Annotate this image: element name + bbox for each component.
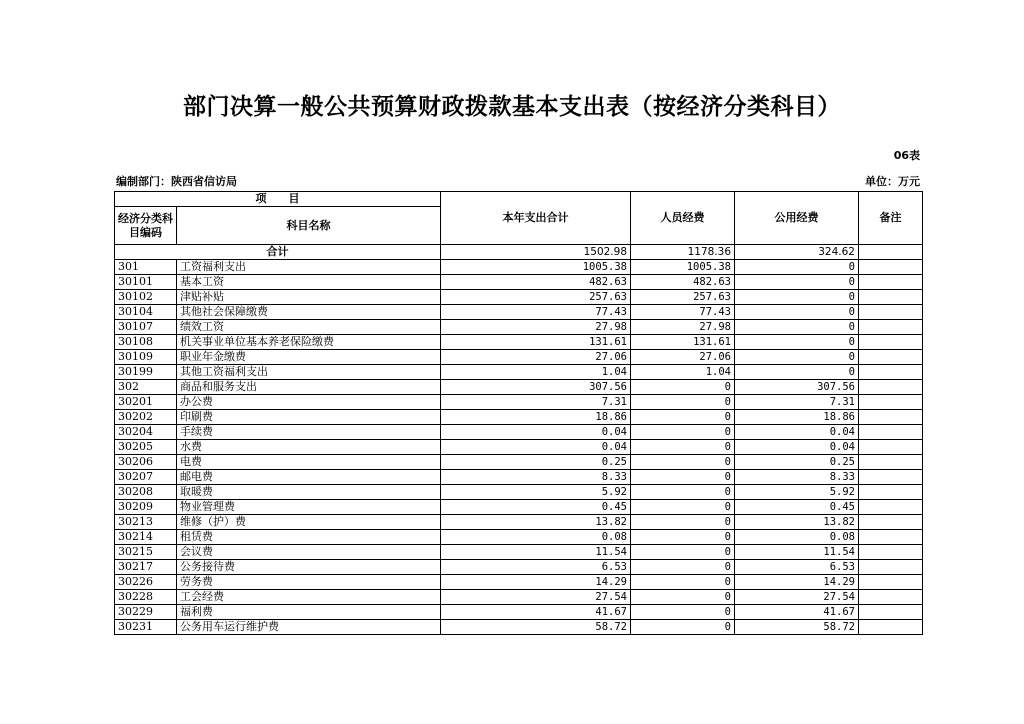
table-row (115, 560, 923, 575)
row-name: 其他社会保障缴费 (177, 305, 441, 320)
header-personnel: 人员经费 (631, 192, 735, 245)
row-remark (859, 320, 923, 335)
row-code: 30228 (115, 590, 177, 605)
row-remark (859, 560, 923, 575)
row-total: 0.25 (441, 455, 631, 470)
row-public: 18.86 (735, 410, 859, 425)
row-total: 0.45 (441, 500, 631, 515)
row-total: 0.08 (441, 530, 631, 545)
row-code: 30199 (115, 365, 177, 380)
row-remark (859, 350, 923, 365)
row-remark (859, 605, 923, 620)
table-row (115, 305, 923, 320)
row-personnel: 0 (631, 515, 735, 530)
row-total: 41.67 (441, 605, 631, 620)
row-total: 482.63 (441, 275, 631, 290)
row-remark (859, 305, 923, 320)
row-remark (859, 395, 923, 410)
row-name: 办公费 (177, 395, 441, 410)
row-code: 30229 (115, 605, 177, 620)
row-public: 7.31 (735, 395, 859, 410)
row-personnel: 0 (631, 500, 735, 515)
row-code: 301 (115, 260, 177, 275)
row-name: 机关事业单位基本养老保险缴费 (177, 335, 441, 350)
table-row (115, 545, 923, 560)
compiling-department: 编制部门：陕西省信访局 (116, 175, 237, 188)
row-name: 职业年金缴费 (177, 350, 441, 365)
table-row (115, 290, 923, 305)
row-remark (859, 380, 923, 395)
row-public: 0 (735, 320, 859, 335)
table-row (115, 455, 923, 470)
row-remark (859, 530, 923, 545)
header-public: 公用经费 (735, 192, 859, 245)
table-row (115, 380, 923, 395)
row-name: 工资福利支出 (177, 260, 441, 275)
row-name: 会议费 (177, 545, 441, 560)
row-name: 劳务费 (177, 575, 441, 590)
total-amount: 1502.98 (441, 245, 631, 260)
row-remark (859, 575, 923, 590)
total-label: 合计 (115, 245, 441, 260)
header-remark: 备注 (859, 192, 923, 245)
row-remark (859, 425, 923, 440)
row-name: 物业管理费 (177, 500, 441, 515)
row-code: 30207 (115, 470, 177, 485)
row-code: 30206 (115, 455, 177, 470)
row-total: 8.33 (441, 470, 631, 485)
row-name: 其他工资福利支出 (177, 365, 441, 380)
row-personnel: 0 (631, 530, 735, 545)
row-name: 公务用车运行维护费 (177, 620, 441, 635)
table-body (115, 245, 923, 635)
row-total: 1005.38 (441, 260, 631, 275)
table-row (115, 410, 923, 425)
row-name: 福利费 (177, 605, 441, 620)
row-total: 0.04 (441, 440, 631, 455)
row-personnel: 0 (631, 380, 735, 395)
row-name: 租赁费 (177, 530, 441, 545)
row-name: 取暖费 (177, 485, 441, 500)
header-name: 科目名称 (177, 207, 441, 245)
row-public: 0.45 (735, 500, 859, 515)
total-row (115, 245, 923, 260)
row-personnel: 0 (631, 605, 735, 620)
row-personnel: 0 (631, 440, 735, 455)
page-title: 部门决算一般公共预算财政拨款基本支出表（按经济分类科目） (183, 94, 841, 120)
row-public: 8.33 (735, 470, 859, 485)
row-public: 5.92 (735, 485, 859, 500)
row-personnel: 131.61 (631, 335, 735, 350)
row-total: 7.31 (441, 395, 631, 410)
row-personnel: 0 (631, 575, 735, 590)
row-personnel: 27.98 (631, 320, 735, 335)
row-remark (859, 515, 923, 530)
unit-label: 单位：万元 (865, 175, 920, 188)
row-total: 13.82 (441, 515, 631, 530)
row-code: 30231 (115, 620, 177, 635)
row-code: 30215 (115, 545, 177, 560)
table-row (115, 275, 923, 290)
header-item: 项 目 (115, 192, 441, 207)
total-remark (859, 245, 923, 260)
row-public: 0 (735, 365, 859, 380)
row-public: 14.29 (735, 575, 859, 590)
row-public: 0 (735, 350, 859, 365)
table-row (115, 530, 923, 545)
row-public: 27.54 (735, 590, 859, 605)
row-remark (859, 275, 923, 290)
table-row (115, 515, 923, 530)
row-personnel: 0 (631, 545, 735, 560)
row-remark (859, 590, 923, 605)
row-total: 27.54 (441, 590, 631, 605)
row-name: 印刷费 (177, 410, 441, 425)
row-public: 0.25 (735, 455, 859, 470)
table-row (115, 590, 923, 605)
row-public: 0.04 (735, 425, 859, 440)
total-public: 324.62 (735, 245, 859, 260)
row-name: 商品和服务支出 (177, 380, 441, 395)
row-remark (859, 365, 923, 380)
row-public: 0.04 (735, 440, 859, 455)
row-name: 电费 (177, 455, 441, 470)
row-name: 邮电费 (177, 470, 441, 485)
row-code: 30107 (115, 320, 177, 335)
row-total: 27.98 (441, 320, 631, 335)
row-code: 30214 (115, 530, 177, 545)
row-remark (859, 500, 923, 515)
row-total: 5.92 (441, 485, 631, 500)
row-total: 131.61 (441, 335, 631, 350)
row-total: 257.63 (441, 290, 631, 305)
row-name: 津贴补贴 (177, 290, 441, 305)
row-personnel: 27.06 (631, 350, 735, 365)
row-code: 30104 (115, 305, 177, 320)
table-row (115, 425, 923, 440)
row-name: 基本工资 (177, 275, 441, 290)
row-remark (859, 260, 923, 275)
row-code: 30202 (115, 410, 177, 425)
row-remark (859, 545, 923, 560)
row-remark (859, 410, 923, 425)
row-code: 30208 (115, 485, 177, 500)
row-code: 30201 (115, 395, 177, 410)
row-public: 58.72 (735, 620, 859, 635)
total-personnel: 1178.36 (631, 245, 735, 260)
row-total: 77.43 (441, 305, 631, 320)
row-remark (859, 440, 923, 455)
row-code: 302 (115, 380, 177, 395)
row-personnel: 1.04 (631, 365, 735, 380)
row-code: 30213 (115, 515, 177, 530)
row-personnel: 0 (631, 410, 735, 425)
table-row (115, 485, 923, 500)
table-row (115, 260, 923, 275)
row-total: 27.06 (441, 350, 631, 365)
row-remark (859, 290, 923, 305)
row-code: 30205 (115, 440, 177, 455)
table-row (115, 365, 923, 380)
row-code: 30108 (115, 335, 177, 350)
header-total: 本年支出合计 (441, 192, 631, 245)
row-name: 工会经费 (177, 590, 441, 605)
table-row (115, 320, 923, 335)
table-row (115, 440, 923, 455)
row-public: 0 (735, 275, 859, 290)
row-name: 公务接待费 (177, 560, 441, 575)
row-public: 11.54 (735, 545, 859, 560)
row-public: 307.56 (735, 380, 859, 395)
row-personnel: 0 (631, 590, 735, 605)
header-row-top (115, 192, 923, 207)
row-remark (859, 485, 923, 500)
row-total: 14.29 (441, 575, 631, 590)
row-name: 手续费 (177, 425, 441, 440)
row-code: 30109 (115, 350, 177, 365)
row-code: 30209 (115, 500, 177, 515)
table-row (115, 605, 923, 620)
row-total: 58.72 (441, 620, 631, 635)
row-personnel: 0 (631, 485, 735, 500)
table-row (115, 575, 923, 590)
row-public: 6.53 (735, 560, 859, 575)
row-total: 307.56 (441, 380, 631, 395)
row-total: 6.53 (441, 560, 631, 575)
row-name: 绩效工资 (177, 320, 441, 335)
row-public: 0.08 (735, 530, 859, 545)
row-code: 30204 (115, 425, 177, 440)
row-code: 30217 (115, 560, 177, 575)
row-remark (859, 620, 923, 635)
row-personnel: 0 (631, 425, 735, 440)
row-name: 维修（护）费 (177, 515, 441, 530)
row-personnel: 482.63 (631, 275, 735, 290)
row-personnel: 0 (631, 620, 735, 635)
row-personnel: 0 (631, 470, 735, 485)
row-personnel: 257.63 (631, 290, 735, 305)
row-remark (859, 470, 923, 485)
table-number: 06表 (893, 149, 920, 162)
expenditure-table (114, 191, 923, 635)
row-name: 水费 (177, 440, 441, 455)
table-row (115, 620, 923, 635)
row-total: 11.54 (441, 545, 631, 560)
table-row (115, 395, 923, 410)
table-row (115, 500, 923, 515)
row-public: 0 (735, 290, 859, 305)
row-personnel: 0 (631, 455, 735, 470)
row-code: 30101 (115, 275, 177, 290)
header-code: 经济分类科目编码 (115, 207, 177, 245)
row-remark (859, 335, 923, 350)
row-remark (859, 455, 923, 470)
table-row (115, 350, 923, 365)
table-row (115, 470, 923, 485)
row-code: 30226 (115, 575, 177, 590)
row-total: 18.86 (441, 410, 631, 425)
row-personnel: 0 (631, 560, 735, 575)
row-public: 13.82 (735, 515, 859, 530)
row-personnel: 77.43 (631, 305, 735, 320)
row-total: 1.04 (441, 365, 631, 380)
row-personnel: 1005.38 (631, 260, 735, 275)
row-public: 0 (735, 305, 859, 320)
row-public: 41.67 (735, 605, 859, 620)
row-public: 0 (735, 260, 859, 275)
table-row (115, 335, 923, 350)
row-public: 0 (735, 335, 859, 350)
row-total: 0.04 (441, 425, 631, 440)
row-personnel: 0 (631, 395, 735, 410)
row-code: 30102 (115, 290, 177, 305)
